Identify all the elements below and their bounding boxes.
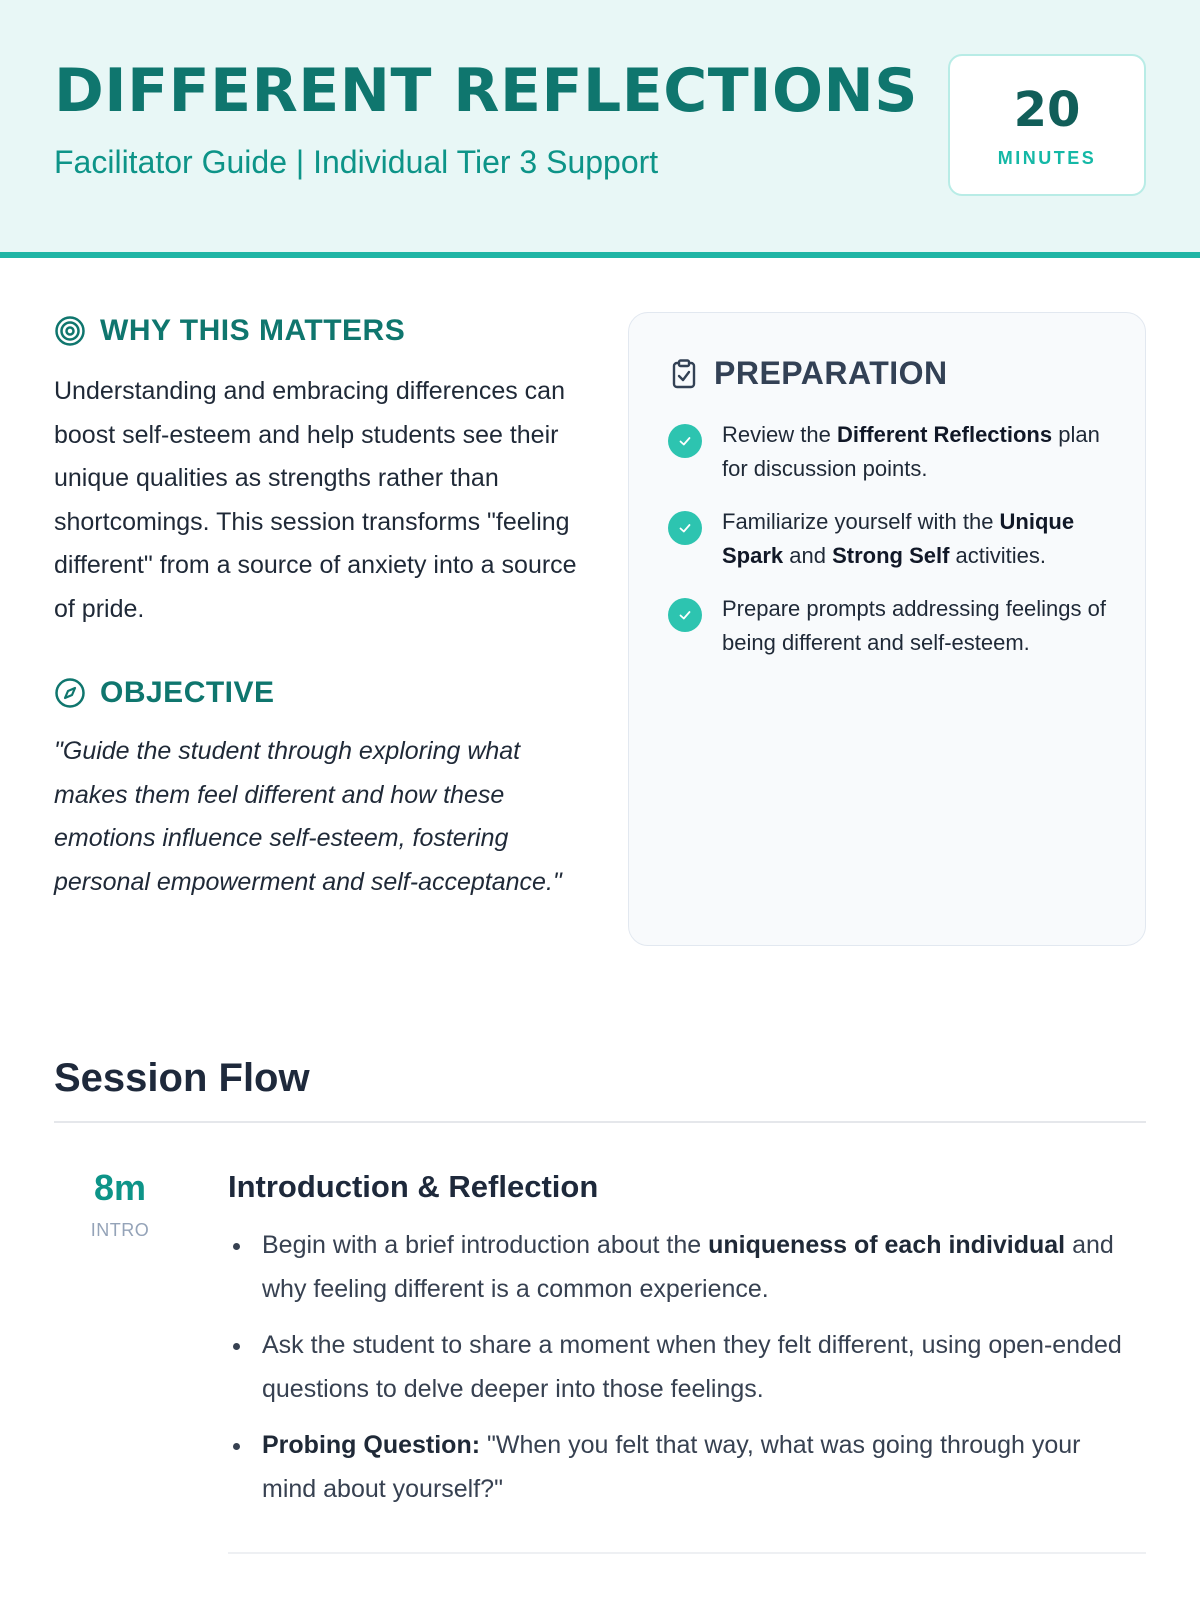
list-item: Probing Question: "When you felt that way, what was going through your mind about yourself?" — [228, 1424, 1128, 1511]
why-body: Understanding and embracing differences can boost self-esteem and help students see their unique qualities as strengths rather than shortcomings. This session transforms "feeling different" from a source of anxiety into a source of pride. — [54, 377, 577, 623]
check-circle-icon — [668, 511, 702, 545]
compass-icon — [54, 677, 86, 709]
target-icon — [54, 315, 86, 347]
session-flow-title: Session Flow — [54, 1056, 310, 1100]
divider — [228, 1552, 1146, 1554]
objective-heading — [54, 676, 275, 710]
objective-body: "Guide the student through exploring what makes them feel different and how these emotions influence self-esteem, fostering personal empowerment and self-acceptance." — [54, 737, 562, 896]
duration-unit: MINUTES — [997, 148, 1097, 168]
preparation-heading-label: PREPARATION — [714, 355, 948, 391]
page-title: DIFFERENT REFLECTIONS — [54, 56, 918, 126]
why-heading-label: WHY THIS MATTERS — [100, 314, 406, 347]
list-item: Begin with a brief introduction about the uniqueness of each individual and why feeling different is a common experience. — [228, 1224, 1128, 1311]
preparation-item — [668, 592, 1118, 660]
preparation-item-text: Familiarize yourself with the Unique Spark and Strong Self activities. — [722, 509, 1075, 568]
preparation-item-text: Prepare prompts addressing feelings of being different and self-esteem. — [722, 596, 1106, 655]
step-phase-label: INTRO — [90, 1220, 150, 1240]
preparation-heading — [668, 355, 948, 392]
preparation-item-text: Review the Different Reflections plan for discussion points. — [722, 422, 1100, 481]
page-subtitle: Facilitator Guide | Individual Tier 3 Support — [54, 144, 659, 180]
duration-card — [948, 54, 1146, 196]
preparation-item — [668, 418, 1118, 486]
step-duration: 8m — [93, 1167, 147, 1208]
check-circle-icon — [668, 598, 702, 632]
page-header — [0, 0, 1200, 258]
divider — [54, 1121, 1146, 1123]
clipboard-check-icon — [668, 358, 700, 390]
step-title: Introduction & Reflection — [228, 1169, 599, 1204]
why-heading — [54, 314, 405, 348]
check-circle-icon — [668, 424, 702, 458]
step-bullet-list — [228, 1224, 1128, 1524]
objective-heading-label: OBJECTIVE — [100, 676, 275, 709]
preparation-item — [668, 505, 1118, 573]
duration-value: 20 — [1013, 82, 1081, 138]
list-item: Ask the student to share a moment when they felt different, using open-ended questions to delve deeper into those feelings. — [228, 1324, 1128, 1411]
